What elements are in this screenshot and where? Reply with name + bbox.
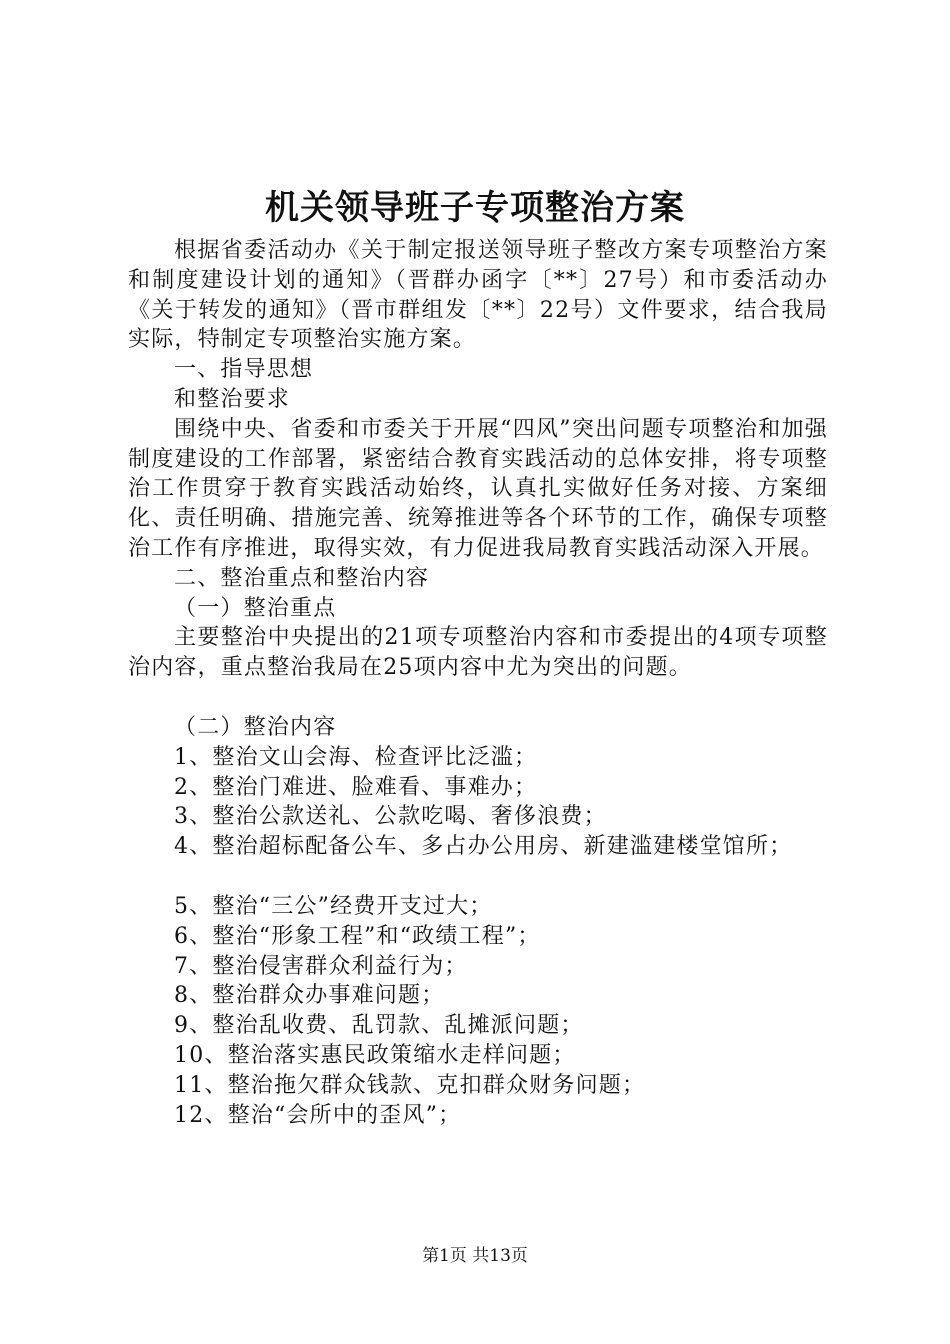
guiding-thought-paragraph: 围绕中央、省委和市委关于开展“四风”突出问题专项整治和加强制度建设的工作部署，紧密结合教育实践活动的总体安排，将专项整治工作贯穿于教育实践活动始终，认真扎实做好任务对接、方案细化、责任明确、措施完善、统筹推进等各个环节的工作，确保专项整治工作有序推进，取得实效，有力促进我局教育实践活动深入开展。: [128, 416, 828, 561]
list-item: 8、整治群众办事难问题；: [174, 983, 445, 1009]
page-footer: 第1页 共13页: [422, 1246, 528, 1266]
list-item: 12、整治“会所中的歪风”；: [174, 1102, 462, 1128]
key-points-paragraph: 主要整治中央提出的21项专项整治内容和市委提出的4项专项整治内容，重点整治我局在25项内容中尤为突出的问题。: [128, 625, 828, 681]
section-subheading-requirements: 和整治要求: [174, 386, 291, 412]
list-item: 6、整治“形象工程”和“政绩工程”；: [174, 923, 541, 949]
spacer: [128, 862, 828, 892]
list-item: 7、整治侵害群众利益行为；: [174, 953, 468, 979]
section-heading-guiding-thought: 一、指导思想: [174, 357, 314, 383]
list-item: 5、整治“三公”经费开支过大；: [174, 893, 493, 919]
list-item: 9、整治乱收费、乱罚款、乱摊派问题；: [174, 1013, 584, 1039]
intro-paragraph: 根据省委活动办《关于制定报送领导班子整改方案专项整治方案和制度建设计划的通知》（晋群办函字〔**〕27号）和市委活动办《关于转发的通知》（晋市群组发〔**〕22号）文件要求，结合我局实际，特制定专项整治实施方案。: [128, 238, 828, 353]
section-heading-key-points: 二、整治重点和整治内容: [174, 565, 430, 591]
spacer: [128, 683, 828, 713]
list-item: 2、整治门难进、脸难看、事难办；: [174, 774, 538, 800]
subheading-contents: （二）整治内容: [174, 714, 337, 740]
list-item: 4、整治超标配备公车、多占办公用房、新建滥建楼堂馆所；: [174, 834, 793, 860]
list-item: 3、整治公款送礼、公款吃喝、奢侈浪费；: [174, 804, 607, 830]
list-item: 10、整治落实惠民政策缩水走样问题；: [174, 1042, 576, 1068]
subheading-key-points: （一）整治重点: [174, 595, 337, 621]
list-item: 11、整治拖欠群众钱款、克扣群众财务问题；: [174, 1072, 646, 1098]
document-body: [128, 236, 828, 1130]
document-title: 机关领导班子专项整治方案: [265, 188, 685, 228]
list-item: 1、整治文山会海、检查评比泛滥；: [174, 744, 538, 770]
